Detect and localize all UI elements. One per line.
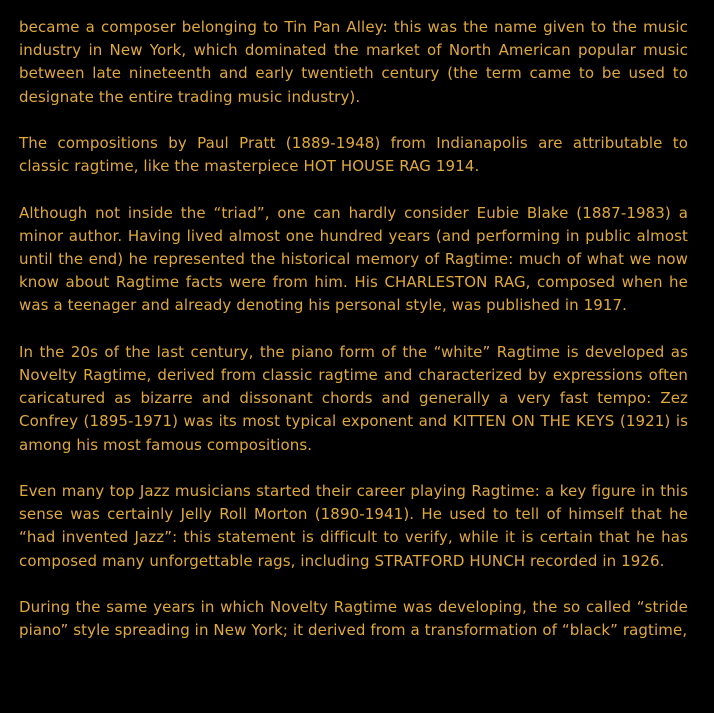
paragraph-stride-piano: During the same years in which Novelty Ragtime was developing, the so called “stride piano” style spreading in New York; it derived from a transformation of “black” ragtime, [19, 598, 688, 640]
paragraph-tin-pan-alley: became a composer belonging to Tin Pan Alley: this was the name given to the music industry in New York, which dominated the market of North American popular music between late nineteenth and early twentieth century (the term came to be used to designate the entire trading music industry). [19, 18, 688, 106]
paragraph-novelty-ragtime: In the 20s of the last century, the piano form of the “white” Ragtime is developed as Novelty Ragtime, derived from classic ragtime and characterized by expressions often caricatured as bizarre and dissonant chords and generally a very fast tempo: Zez Confrey (1895-1971) was its most typical exponent and KITTEN ON THE KEYS (1921) is among his most famous compositions. [19, 342, 688, 454]
paragraph-paul-pratt: The compositions by Paul Pratt (1889-1948) from Indianapolis are attributable to classic ragtime, like the masterpiece HOT HOUSE RAG 1914. [19, 134, 688, 176]
document-page [19, 16, 688, 666]
paragraph-eubie-blake: Although not inside the “triad”, one can hardly consider Eubie Blake (1887-1983) a minor author. Having lived almost one hundred years (and performing in public almost until the end) he represented the historical memory of Ragtime: much of what we now know about Ragtime facts were from him. His CHARLESTON RAG, composed when he was a teenager and already denoting his personal style, was published in 1917. [19, 203, 688, 315]
paragraph-jelly-roll-morton: Even many top Jazz musicians started their career playing Ragtime: a key figure in this sense was certainly Jelly Roll Morton (1890-1941). He used to tell of himself that he “had invented Jazz”: this statement is difficult to verify, while it is certain that he has composed many unforgettable rags, including STRATFORD HUNCH recorded in 1926. [19, 482, 688, 570]
